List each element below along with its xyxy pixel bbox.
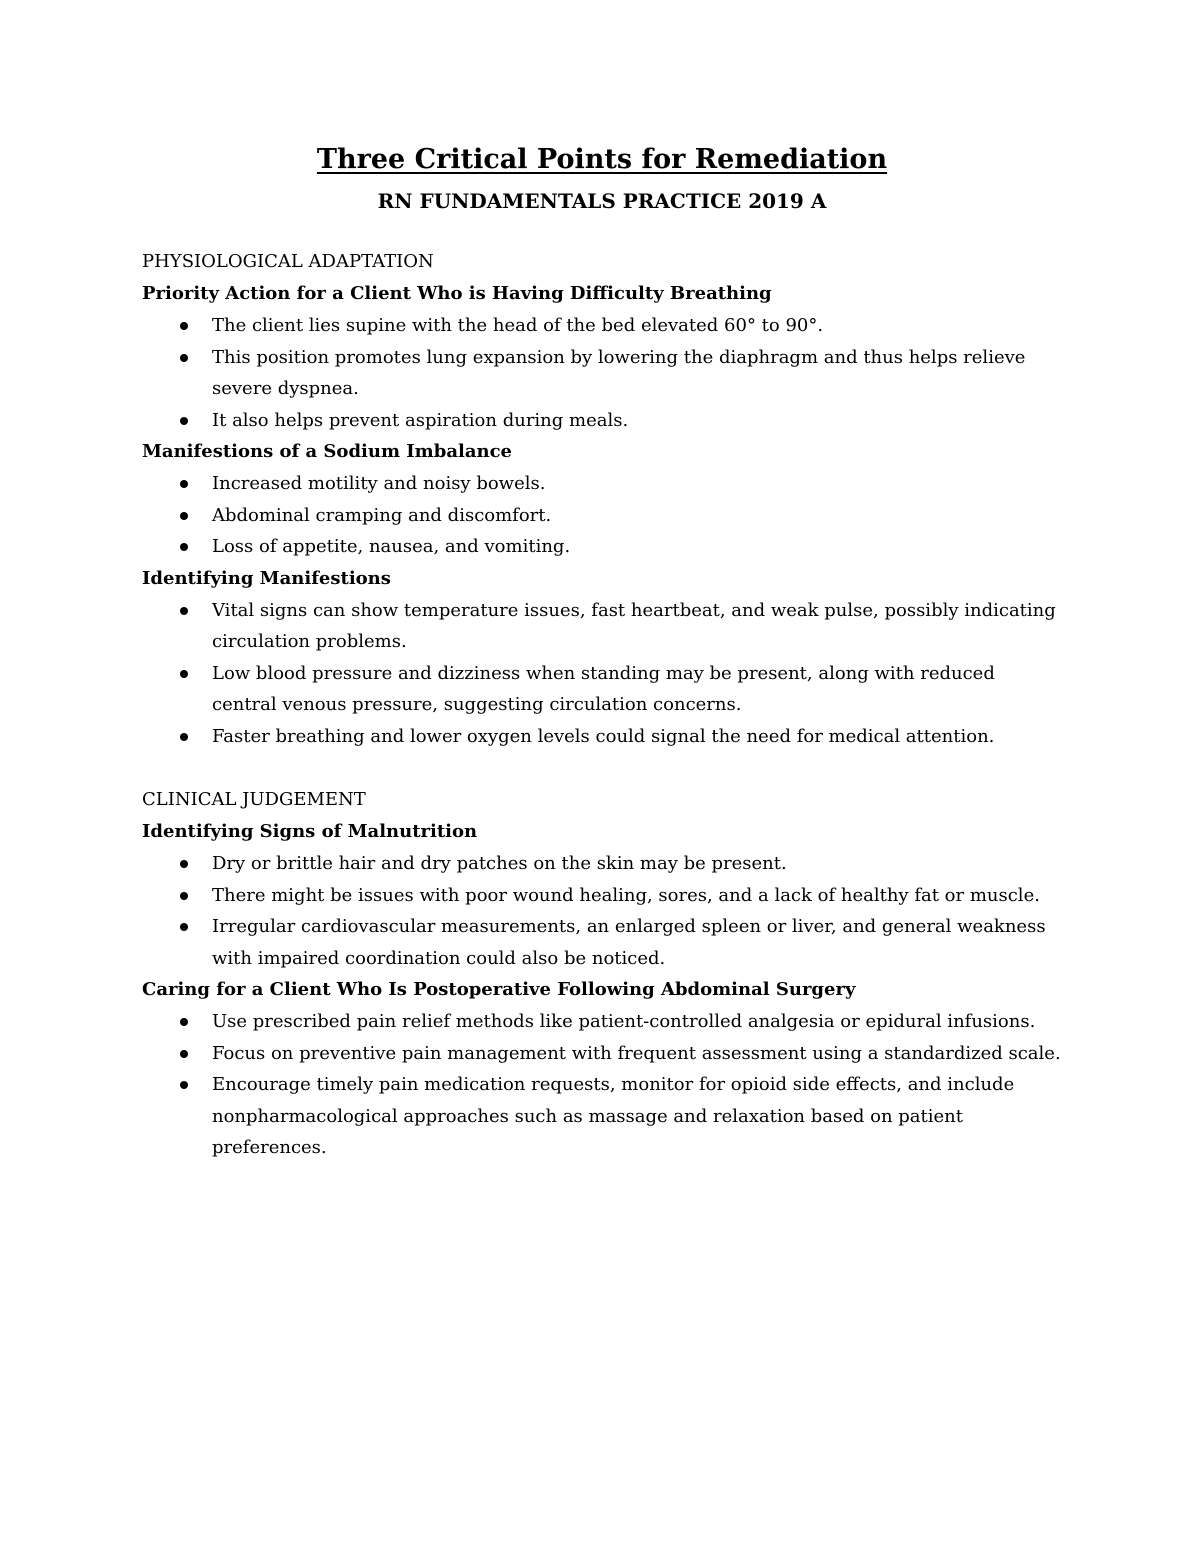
bullet-list <box>142 848 1062 974</box>
list-item-text: Low blood pressure and dizziness when standing may be present, along with reduced central venous pressure, suggesting circulation concerns. <box>212 662 995 715</box>
list-item <box>212 310 1062 342</box>
document-page <box>142 138 1062 1164</box>
bullet-list <box>142 1006 1062 1164</box>
list-item <box>212 405 1062 437</box>
topic-heading: Identifying Signs of Malnutrition <box>142 821 478 842</box>
list-item-text: Faster breathing and lower oxygen levels could signal the need for medical attention. <box>212 725 995 747</box>
bullet-icon <box>180 1018 188 1026</box>
section-heading: CLINICAL JUDGEMENT <box>142 789 366 810</box>
topic-malnutrition <box>142 816 1062 974</box>
list-item-text: Encourage timely pain medication requests, monitor for opioid side effects, and include nonpharmacological approaches such as massage and relaxation based on patient preferences. <box>212 1074 1015 1158</box>
bullet-icon <box>180 322 188 330</box>
list-item-text: Abdominal cramping and discomfort. <box>212 504 552 526</box>
bullet-icon <box>180 892 188 900</box>
list-item-text: Dry or brittle hair and dry patches on the skin may be present. <box>212 853 787 874</box>
list-item-text: Use prescribed pain relief methods like patient-controlled analgesia or epidural infusions. <box>212 1011 1036 1032</box>
list-item <box>212 531 1062 563</box>
bullet-icon <box>180 1081 188 1089</box>
list-item <box>212 848 1062 880</box>
bullet-list <box>142 310 1062 436</box>
list-item-text: Vital signs can show temperature issues, fast heartbeat, and weak pulse, possibly indicating circulation problems. <box>212 599 1056 652</box>
bullet-icon <box>180 860 188 868</box>
document-subtitle: RN FUNDAMENTALS PRACTICE 2019 A <box>377 189 827 213</box>
topic-sodium-imbalance <box>142 436 1062 563</box>
bullet-icon <box>180 607 188 615</box>
topic-difficulty-breathing <box>142 278 1062 436</box>
list-item <box>212 1038 1062 1070</box>
topic-identifying-manifestions <box>142 563 1062 753</box>
list-item <box>212 500 1062 532</box>
bullet-icon <box>180 670 188 678</box>
list-item <box>212 342 1062 405</box>
topic-heading: Priority Action for a Client Who is Having Difficulty Breathing <box>142 283 772 304</box>
topic-heading: Manifestions of a Sodium Imbalance <box>142 441 512 462</box>
section-physiological-adaptation <box>142 246 1062 752</box>
list-item <box>212 595 1062 658</box>
list-item-text: The client lies supine with the head of the bed elevated 60° to 90°. <box>212 315 824 336</box>
bullet-icon <box>180 1050 188 1058</box>
list-item <box>212 468 1062 500</box>
section-heading: PHYSIOLOGICAL ADAPTATION <box>142 251 434 272</box>
topic-heading: Identifying Manifestions <box>142 567 391 589</box>
bullet-icon <box>180 354 188 362</box>
list-item-text: This position promotes lung expansion by lowering the diaphragm and thus helps relieve severe dyspnea. <box>212 346 1026 399</box>
bullet-icon <box>180 733 188 741</box>
list-item-text: Increased motility and noisy bowels. <box>212 473 546 494</box>
section-clinical-judgement <box>142 784 1062 1164</box>
list-item <box>212 880 1062 912</box>
topic-postoperative-care <box>142 974 1062 1164</box>
bullet-icon <box>180 480 188 488</box>
list-item <box>212 911 1062 974</box>
topic-heading: Caring for a Client Who Is Postoperative Following Abdominal Surgery <box>142 979 856 1000</box>
list-item <box>212 721 1062 753</box>
bullet-icon <box>180 923 188 931</box>
list-item-text: It also helps prevent aspiration during meals. <box>212 409 629 431</box>
bullet-icon <box>180 543 188 551</box>
list-item-text: Focus on preventive pain management with frequent assessment using a standardized scale. <box>212 1042 1061 1064</box>
list-item <box>212 658 1062 721</box>
bullet-icon <box>180 512 188 520</box>
document-title: Three Critical Points for Remediation <box>316 144 888 175</box>
bullet-icon <box>180 417 188 425</box>
list-item-text: Irregular cardiovascular measurements, an enlarged spleen or liver, and general weakness with impaired coordination could also be noticed. <box>212 916 1046 969</box>
bullet-list <box>142 468 1062 563</box>
list-item-text: Loss of appetite, nausea, and vomiting. <box>212 536 571 557</box>
list-item <box>212 1069 1062 1164</box>
list-item <box>212 1006 1062 1038</box>
bullet-list <box>142 595 1062 753</box>
list-item-text: There might be issues with poor wound healing, sores, and a lack of healthy fat or muscle. <box>212 884 1040 906</box>
